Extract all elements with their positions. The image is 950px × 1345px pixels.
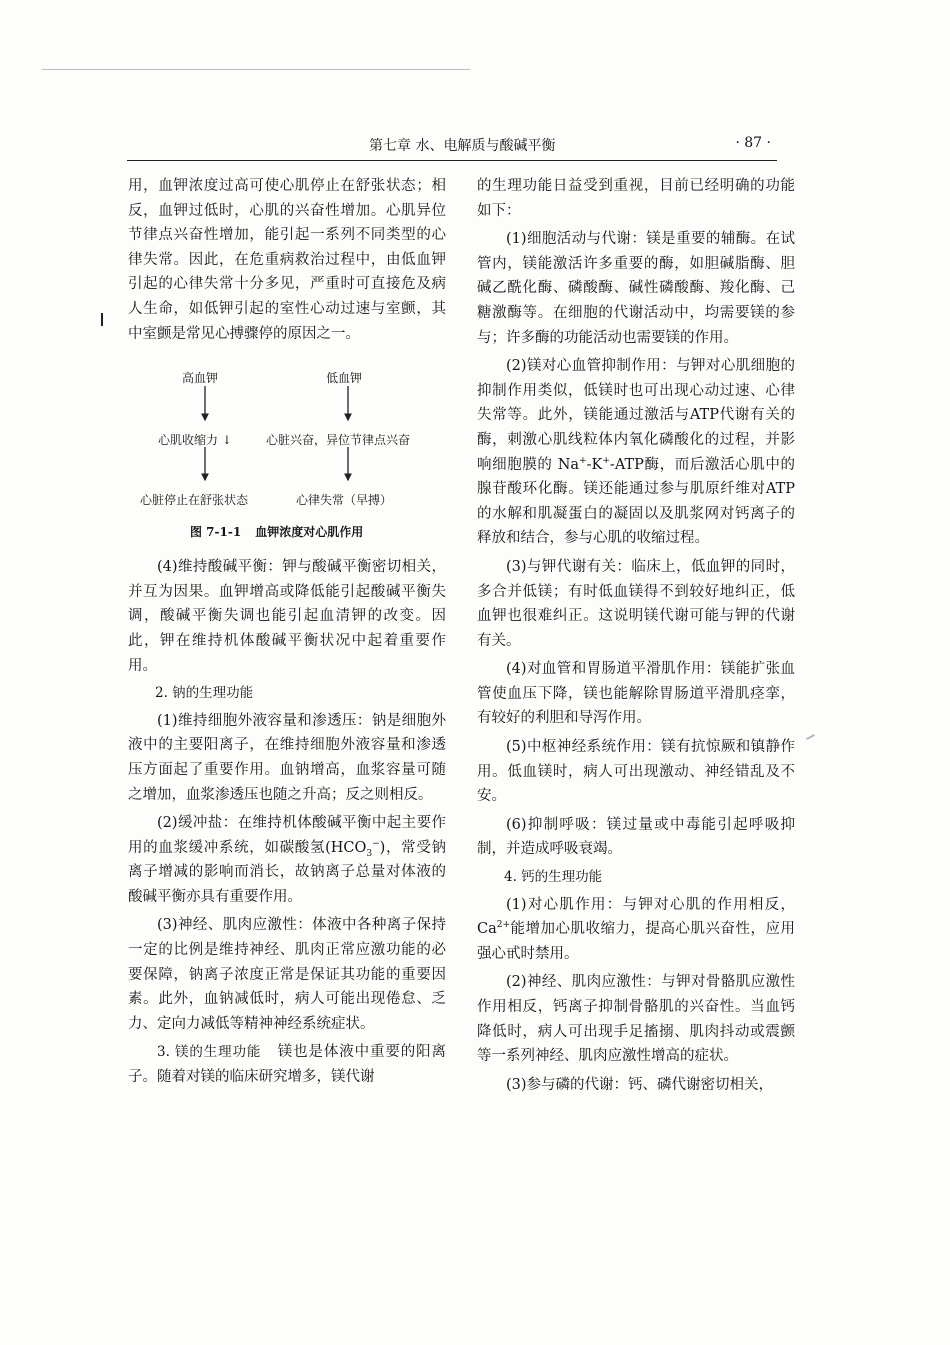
right-column bbox=[477, 174, 795, 1097]
left-column bbox=[128, 174, 446, 1090]
top-scan-rule bbox=[42, 69, 470, 70]
paragraph: (5)中枢神经系统作用：镁有抗惊厥和镇静作用。低血镁时，病人可出现激动、神经错乱及不安。 bbox=[477, 739, 795, 805]
paragraph: 用，血钾浓度过高可使心肌停止在舒张状态；相反，血钾过低时，心肌的兴奋性增加。心肌异位节律点兴奋性增加，能引起一系列不同类型的心律失常。因此，在危重病救治过程中，由低血钾引起的心律失常十分多见，严重时可直接危及病人生命，如低钾引起的室性心动过速与室颤，其中室颤是常见心搏骤停的原因之一。 bbox=[128, 178, 446, 342]
paragraph: (3)参与磷的代谢：钙、磷代谢密切相关， bbox=[506, 1076, 774, 1093]
node-excitation: 心脏兴奋，异位节律点兴奋 bbox=[266, 433, 411, 448]
paragraph: (2)缓冲盐：在维持机体酸碱平衡中起主要作用的血浆缓冲系统，如碳酸氢$(HCO_3^-)$，常受钠离子增减的影响而消长，故钠离子总量对体液的酸碱平衡亦具有重要作用。 bbox=[128, 815, 446, 905]
section-heading: 4. 钙的生理功能 bbox=[504, 869, 603, 886]
chapter-title: 第七章 水、电解质与酸碱平衡 bbox=[369, 138, 556, 154]
paragraph: (4)维持酸碱平衡：钾与酸碱平衡密切相关，并互为因果。血钾增高或降低能引起酸碱平衡失调，酸碱平衡失调也能引起血清钾的改变。因此，钾在维持机体酸碱平衡状况中起着重要作用。 bbox=[128, 559, 446, 674]
figure-caption bbox=[190, 520, 363, 545]
figure-number: 图 7-1-1 bbox=[190, 525, 242, 540]
node-high-potassium: 高血钾 bbox=[182, 371, 219, 386]
node-low-potassium: 低血钾 bbox=[326, 371, 363, 386]
paragraph: 3. 镁的生理功能 镁也是体液中重要的阳离子。随着对镁的临床研究增多，镁代谢 bbox=[128, 1044, 446, 1086]
paragraph: 的生理功能日益受到重视，目前已经明确的功能如下： bbox=[477, 178, 795, 219]
page-number: · 87 · bbox=[735, 135, 771, 151]
paragraph: (6)抑制呼吸：镁过量或中毒能引起呼吸抑制，并造成呼吸衰竭。 bbox=[477, 816, 795, 858]
paragraph: (1)对心肌作用：与钾对心肌的作用相反，$Ca^{2+}$能增加心肌收缩力，提高心肌兴奋性，应用强心甙时禁用。 bbox=[477, 896, 795, 962]
figure-potassium-heart bbox=[128, 360, 446, 545]
paragraph: (2)神经、肌肉应激性：与钾对骨骼肌应激性作用相反，钙离子抑制骨骼肌的兴奋性。当血钙降低时，病人可出现手足搐搦、肌肉抖动或震颤等一系列神经、肌肉应激性增高的症状。 bbox=[477, 974, 795, 1065]
section-heading: 3. 镁的生理功能 bbox=[157, 1044, 262, 1061]
node-arrhythmia: 心律失常（早搏） bbox=[296, 493, 393, 508]
paragraph: (3)神经、肌肉应激性：体液中各种离子保持一定的比例是维持神经、肌肉正常应激功能的必要保障，钠离子浓度正常是保证其功能的重要因素。此外，血钠减低时，病人可能出现倦怠、乏力、定向力减低等精神神经系统症状。 bbox=[128, 917, 446, 1032]
node-diastolic-arrest: 心脏停止在舒张状态 bbox=[140, 493, 249, 508]
section-heading: 2. 钠的生理功能 bbox=[155, 685, 254, 702]
paragraph: (1)细胞活动与代谢：镁是重要的辅酶。在试管内，镁能激活许多重要的酶，如胆碱脂酶、胆碱乙酰化酶、磷酸酶、碱性磷酸酶、羧化酶、己糖激酶等。在细胞的代谢活动中，均需要镁的参与；许多酶的功能活动也需要镁的作用。 bbox=[477, 231, 795, 346]
paragraph: (3)与钾代谢有关：临床上，低血钾的同时，多合并低镁；有时低血镁得不到较好地纠正，低血钾也很难纠正。这说明镁代谢可能与钾的代谢有关。 bbox=[477, 558, 795, 649]
paragraph: (4)对血管和胃肠道平滑肌作用：镁能扩张血管使血压下降，镁也能解除胃肠道平滑肌痉挛，有较好的利胆和导泻作用。 bbox=[477, 661, 795, 727]
margin-mark bbox=[806, 734, 815, 740]
paragraph: (2)镁对心血管抑制作用：与钾对心肌细胞的抑制作用类似，低镁时也可出现心动过速、心律失常等。此外，镁能通过激活与ATP代谢有关的酶，刺激心肌线粒体内氧化磷酸化的过程，并影响细胞膜的 Na+-K+-ATP酶，而后激活心肌中的腺苷酸环化酶。镁还能通过参与肌原纤维对ATP的水解和肌凝蛋白的凝固以及肌浆网对钙离子的释放和结合，参与心肌的收缩过程。 bbox=[477, 358, 795, 547]
margin-mark bbox=[101, 313, 103, 326]
running-header bbox=[127, 130, 777, 161]
node-contraction-decrease: 心肌收缩力 ↓ bbox=[158, 433, 232, 448]
paragraph: (1)维持细胞外液容量和渗透压：钠是细胞外液中的主要阳离子，在维持细胞外液容量和渗透压方面起了重要作用。血钠增高，血浆容量可随之增加，血浆渗透压也随之升高；反之则相反。 bbox=[128, 712, 446, 803]
figure-title: 血钾浓度对心肌作用 bbox=[255, 525, 364, 540]
